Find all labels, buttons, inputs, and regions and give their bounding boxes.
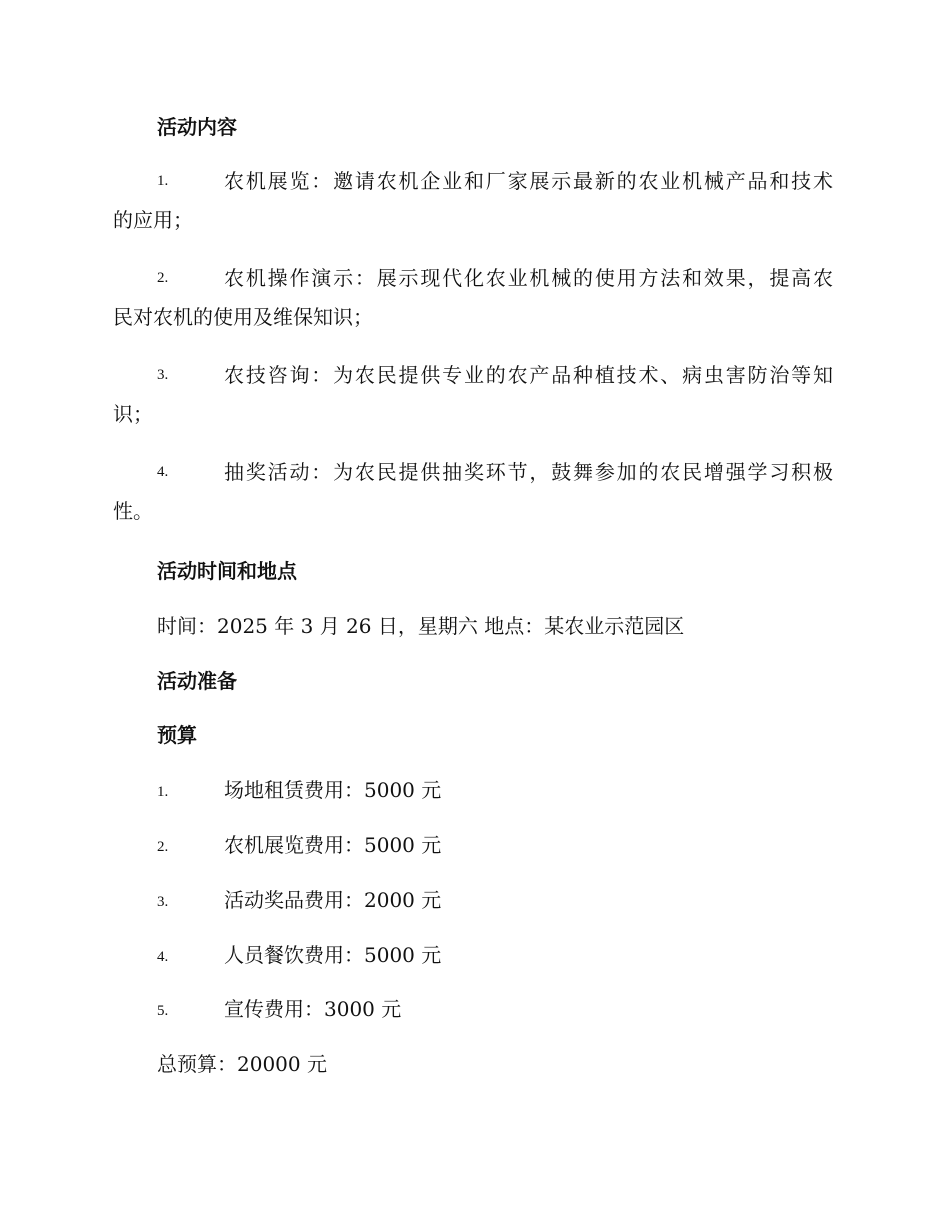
list-item-text: 农技咨询：为农民提供专业的农产品种植技术、病虫害防治等知 — [224, 363, 833, 387]
list-number: 1. — [157, 784, 169, 800]
list-item-text: 农机操作演示：展示现代化农业机械的使用方法和效果，提高农 — [224, 266, 833, 290]
list-item-text-continued: 识； — [113, 402, 153, 426]
list-item — [113, 356, 833, 434]
list-item-text: 抽奖活动：为农民提供抽奖环节，鼓舞参加的农民增强学习积极 — [224, 460, 833, 484]
list-item-text-continued: 民对农机的使用及维保知识； — [113, 305, 373, 329]
section-heading-time-place: 活动时间和地点 — [157, 559, 297, 583]
list-number: 3. — [157, 894, 169, 910]
budget-item-text: 农机展览费用：5000 元 — [224, 833, 442, 857]
budget-item-text: 活动奖品费用：2000 元 — [224, 888, 442, 912]
section-heading-content: 活动内容 — [157, 115, 237, 139]
time-place-text: 时间：2025 年 3 月 26 日，星期六 地点：某农业示范园区 — [157, 614, 685, 638]
list-number: 2. — [157, 839, 169, 855]
budget-item — [113, 777, 441, 803]
list-number: 2. — [157, 270, 169, 286]
list-item-text-continued: 的应用； — [113, 208, 193, 232]
list-item — [113, 453, 833, 531]
section-heading-preparation: 活动准备 — [157, 669, 237, 693]
total-budget: 总预算：20000 元 — [157, 1052, 327, 1076]
list-number: 4. — [157, 949, 169, 965]
budget-item — [113, 887, 441, 913]
list-item-text: 农机展览：邀请农机企业和厂家展示最新的农业机械产品和技术 — [224, 169, 833, 193]
list-number: 5. — [157, 1003, 169, 1019]
section-heading-budget: 预算 — [157, 723, 197, 747]
list-number: 3. — [157, 367, 169, 383]
budget-item — [113, 832, 441, 858]
budget-item-text: 人员餐饮费用：5000 元 — [224, 943, 442, 967]
list-item — [113, 162, 833, 240]
list-number: 4. — [157, 464, 169, 480]
list-item-text-continued: 性。 — [113, 499, 153, 523]
list-item — [113, 259, 833, 337]
budget-item-text: 场地租赁费用：5000 元 — [224, 778, 442, 802]
list-number: 1. — [157, 173, 169, 189]
budget-item — [113, 996, 401, 1022]
budget-item-text: 宣传费用：3000 元 — [224, 997, 402, 1021]
budget-item — [113, 942, 441, 968]
